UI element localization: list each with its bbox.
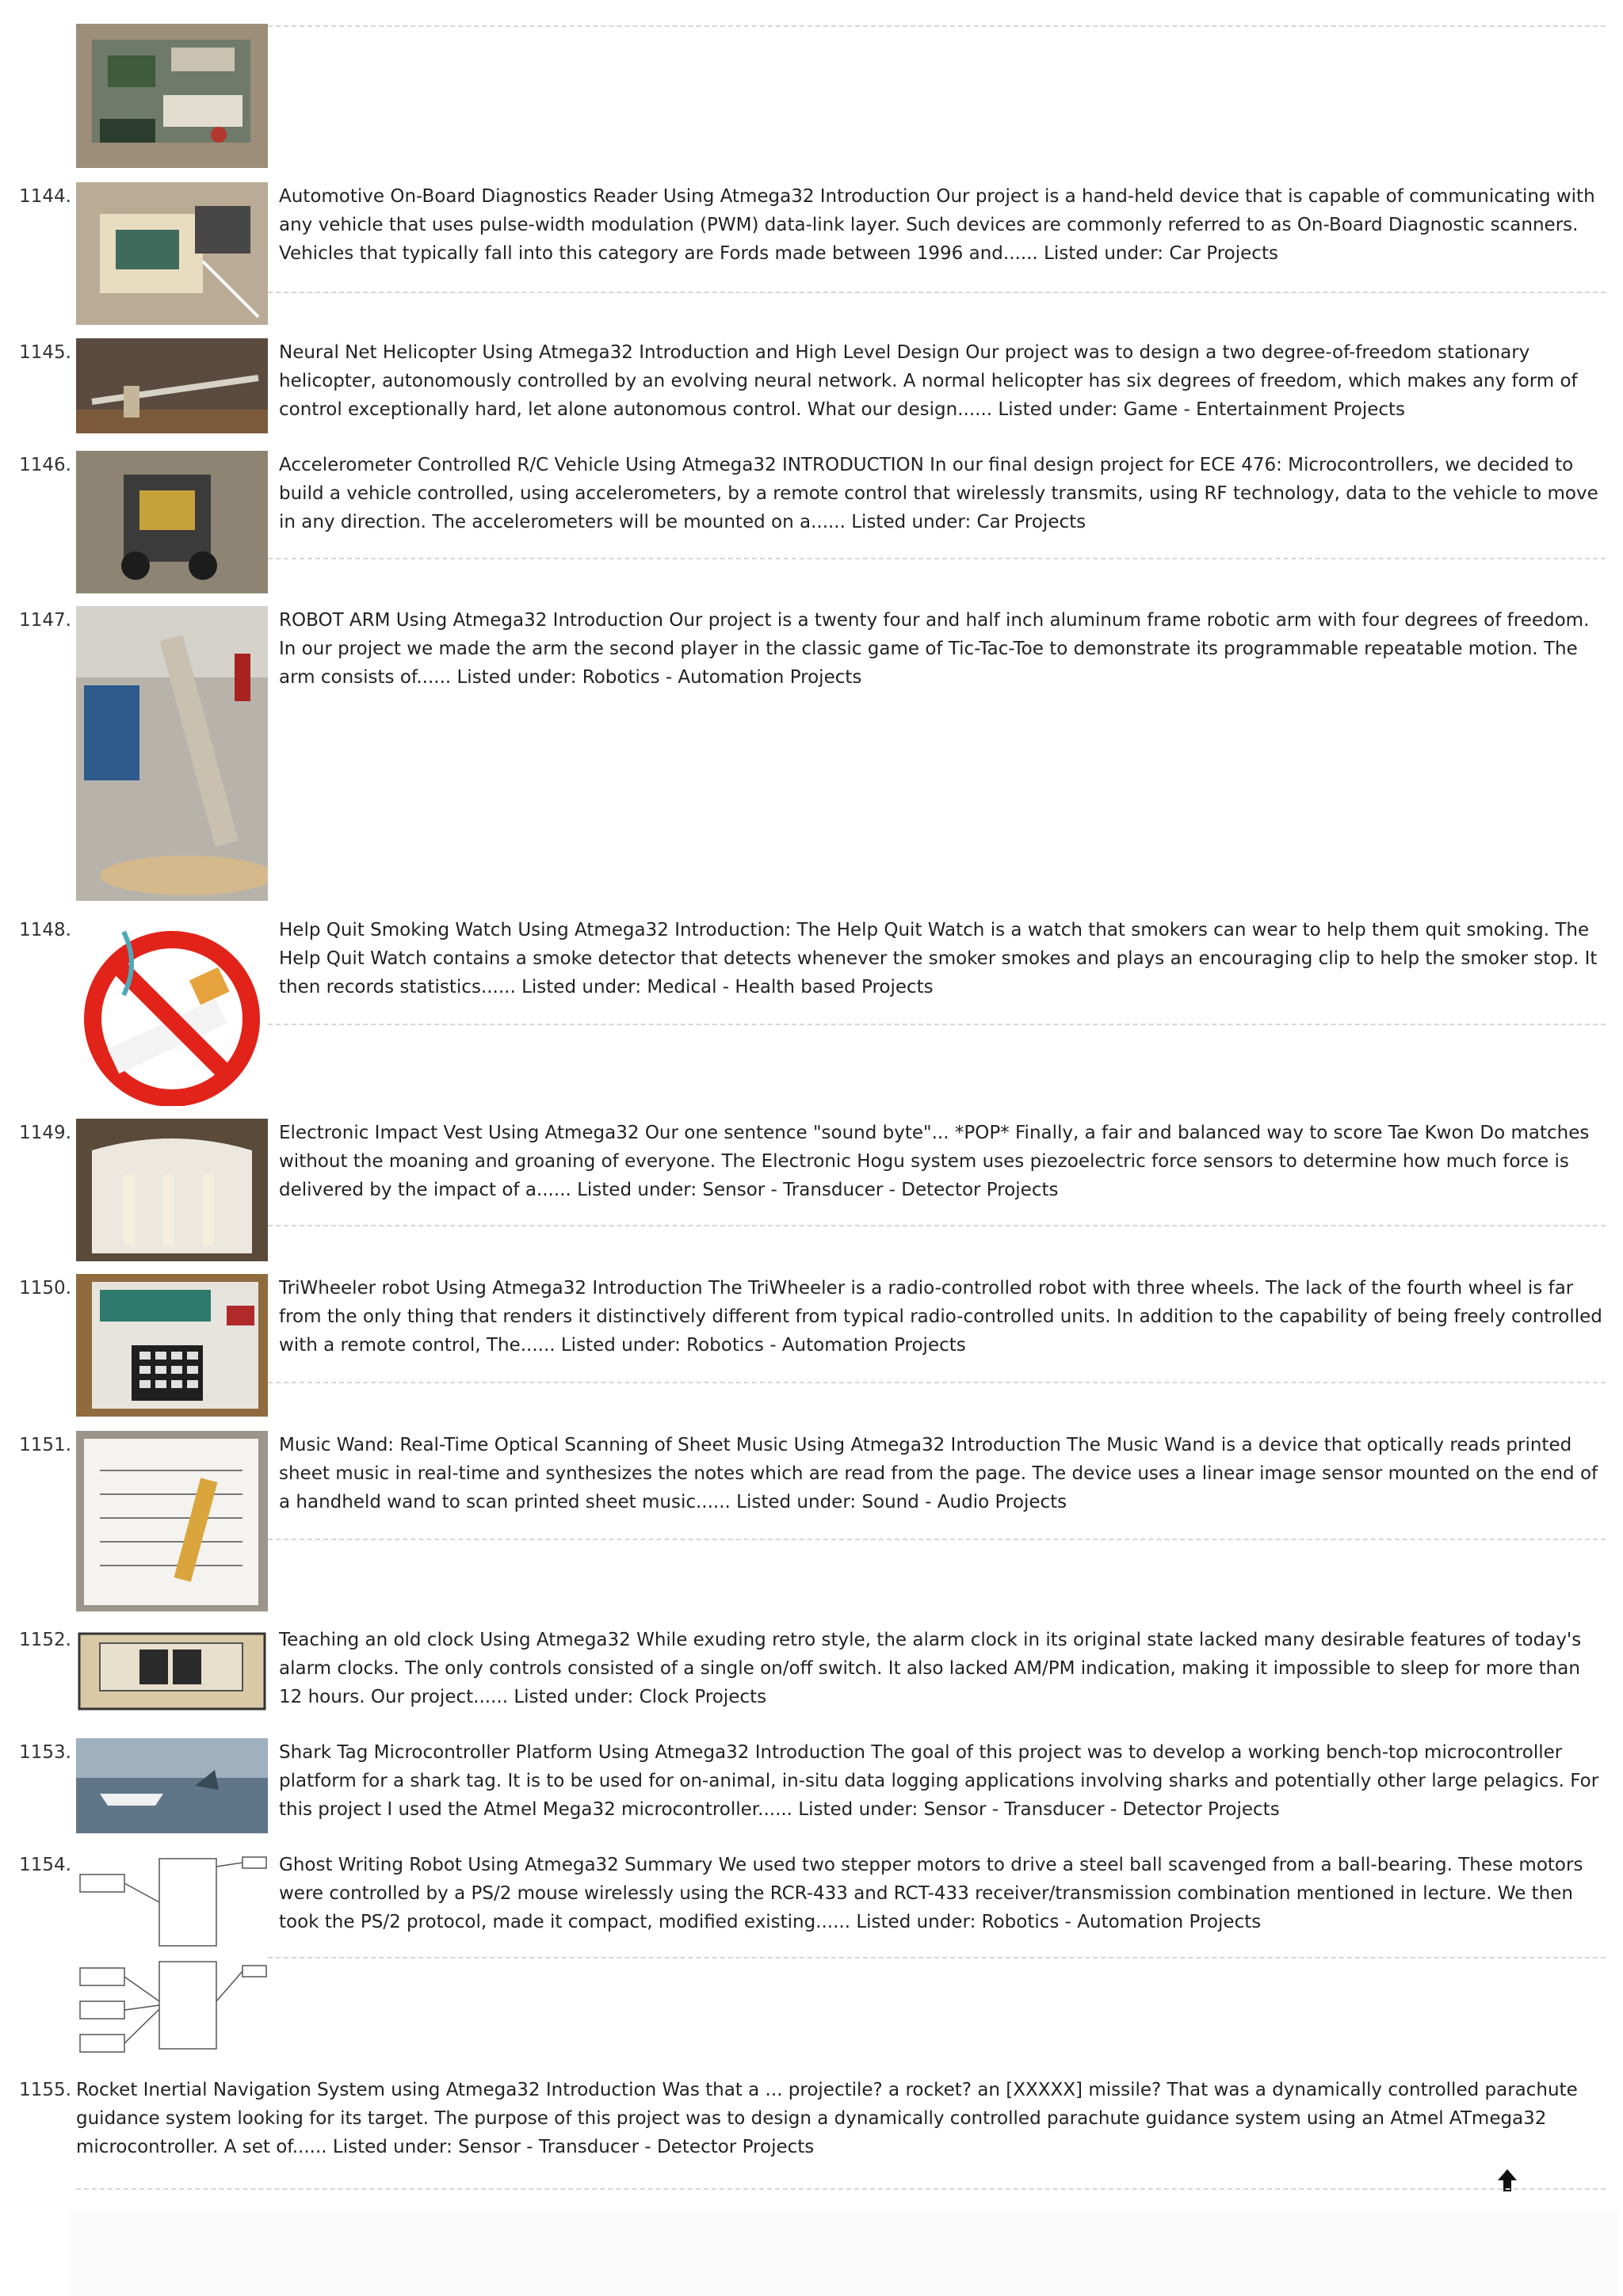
item-description[interactable]: Music Wand: Real-Time Optical Scanning of Sheet Music Using Atmega32 Introduction The Music Wand is a device that optically reads printed sheet music in real-time and synthesizes the notes which are read from the page. The device uses a linear image sensor mounted on the end of a handheld wand to scan printed sheet music...... Listed under: Sound - Audio Projects xyxy=(279,1435,1598,1512)
project-thumbnail[interactable] xyxy=(76,916,268,1106)
item-description[interactable]: Ghost Writing Robot Using Atmega32 Summary We used two stepper motors to drive a steel ball scavenged from a ball-bearing. These motors were controlled by a PS/2 mouse wirelessly using the RCR-433 and RCT-433 receiver/transmission combination mentioned in lecture. We then took the PS/2 protocol, made it compact, modified existing...... Listed under: Robotics - Automation Projects xyxy=(279,1855,1583,1932)
item-description[interactable]: TriWheeler robot Using Atmega32 Introduction The TriWheeler is a radio-controlled robot with three wheels. The lack of the fourth wheel is far from the only thing that renders it distinctively different from typical radio-controlled units. In addition to the capability of being freely controlled with a remote control, The...... Listed under: Robotics - Automation Projects xyxy=(279,1278,1602,1356)
project-thumbnail[interactable] xyxy=(76,1626,268,1714)
project-thumbnail[interactable] xyxy=(76,1274,268,1417)
item-number: 1153. xyxy=(19,1742,71,1763)
project-thumbnail[interactable] xyxy=(76,1851,268,2058)
item-separator xyxy=(268,25,1606,27)
item-separator xyxy=(268,1225,1606,1226)
item-separator xyxy=(268,1539,1606,1540)
item-description[interactable]: Electronic Impact Vest Using Atmega32 Our one sentence "sound byte"... *POP* Finally, a fair and balanced way to score Tae Kwon Do matches without the moaning and groaning of everyone. The Electronic Hogu system uses piezoelectric force sensors to determine how much force is delivered by the impact of a...... Listed under: Sensor - Transducer - Detector Projects xyxy=(279,1123,1590,1200)
item-number: 1150. xyxy=(19,1278,71,1299)
item-number: 1155. xyxy=(19,2080,71,2100)
item-number: 1154. xyxy=(19,1855,71,1875)
item-description[interactable]: Shark Tag Microcontroller Platform Using Atmega32 Introduction The goal of this project was to develop a working bench-top microcontroller platform for a shark tag. It is to be used for on-animal, in-situ data logging applications involving sharks and potentially other large pelagics. For this project I used the Atmel Mega32 microcontroller...... Listed under: Sensor - Transducer - Detector Projects xyxy=(279,1742,1599,1820)
item-separator xyxy=(268,558,1606,559)
item-description[interactable]: Teaching an old clock Using Atmega32 While exuding retro style, the alarm clock in its original state lacked many desirable features of today's alarm clocks. The only controls consisted of a single on/off switch. It also lacked AM/PM indication, making it impossible to sleep for more than 12 hours. Our project...... Listed under: Clock Projects xyxy=(279,1630,1582,1707)
item-number: 1149. xyxy=(19,1123,71,1143)
item-number: 1151. xyxy=(19,1435,71,1455)
item-number: 1152. xyxy=(19,1630,71,1650)
project-thumbnail[interactable] xyxy=(76,451,268,593)
item-separator xyxy=(268,1957,1606,1958)
item-separator xyxy=(268,1382,1606,1383)
item-separator xyxy=(268,1024,1606,1025)
item-number: 1146. xyxy=(19,455,71,475)
project-thumbnail[interactable] xyxy=(76,338,268,433)
project-thumbnail[interactable] xyxy=(76,24,268,168)
item-description[interactable]: Accelerometer Controlled R/C Vehicle Using Atmega32 INTRODUCTION In our final design project for ECE 476: Microcontrollers, we decided to build a vehicle controlled, using accelerometers, by a remote control that wirelessly transmits, using RF technology, data to the vehicle to move in any direction. The accelerometers will be mounted on a...... Listed under: Car Projects xyxy=(279,455,1598,532)
item-description[interactable]: ROBOT ARM Using Atmega32 Introduction Our project is a twenty four and half inch aluminum frame robotic arm with four degrees of freedom. In our project we made the arm the second player in the classic game of Tic-Tac-Toe to demonstrate its programmable repeatable motion. The arm consists of...... Listed under: Robotics - Automation Projects xyxy=(279,610,1590,688)
footer-area xyxy=(68,2210,1618,2296)
project-thumbnail[interactable] xyxy=(76,1431,268,1611)
item-separator xyxy=(76,2188,1606,2190)
item-number: 1145. xyxy=(19,342,71,363)
project-thumbnail[interactable] xyxy=(76,1119,268,1261)
item-number: 1148. xyxy=(19,920,71,940)
item-description[interactable]: Help Quit Smoking Watch Using Atmega32 Introduction: The Help Quit Watch is a watch that smokers can wear to help them quit smoking. The Help Quit Watch contains a smoke detector that detects whenever the smoker smokes and plays an encouraging clip to help the smoker stop. It then records statistics...... Listed under: Medical - Health based Projects xyxy=(279,920,1598,997)
item-description[interactable]: Rocket Inertial Navigation System using Atmega32 Introduction Was that a ... projectile? a rocket? an [XXXXX] missile? That was a dynamically controlled parachute guidance system looking for its target. The purpose of this project was to design a dynamically controlled parachute guidance system using an Atmel ATmega32 microcontroller. A set of...... Listed under: Sensor - Transducer - Detector Projects xyxy=(76,2080,1578,2157)
project-thumbnail[interactable] xyxy=(76,182,268,325)
project-thumbnail[interactable] xyxy=(76,1738,268,1833)
item-description[interactable]: Neural Net Helicopter Using Atmega32 Introduction and High Level Design Our project was to design a two degree-of-freedom stationary helicopter, autonomously controlled by an evolving neural network. A normal helicopter has six degrees of freedom, which makes any form of control exceptionally hard, let alone autonomous control. What our design...... Listed under: Game - Entertainment Projects xyxy=(279,342,1578,420)
project-thumbnail[interactable] xyxy=(76,606,268,901)
item-separator xyxy=(268,292,1606,293)
item-number: 1144. xyxy=(19,186,71,207)
item-number: 1147. xyxy=(19,610,71,631)
item-description[interactable]: Automotive On-Board Diagnostics Reader Using Atmega32 Introduction Our project is a hand-held device that is capable of communicating with any vehicle that uses pulse-width modulation (PWM) data-link layer. Such devices are commonly referred to as On-Board Diagnostic scanners. Vehicles that typically fall into this category are Fords made between 1996 and...... Listed under: Car Projects xyxy=(279,186,1595,264)
